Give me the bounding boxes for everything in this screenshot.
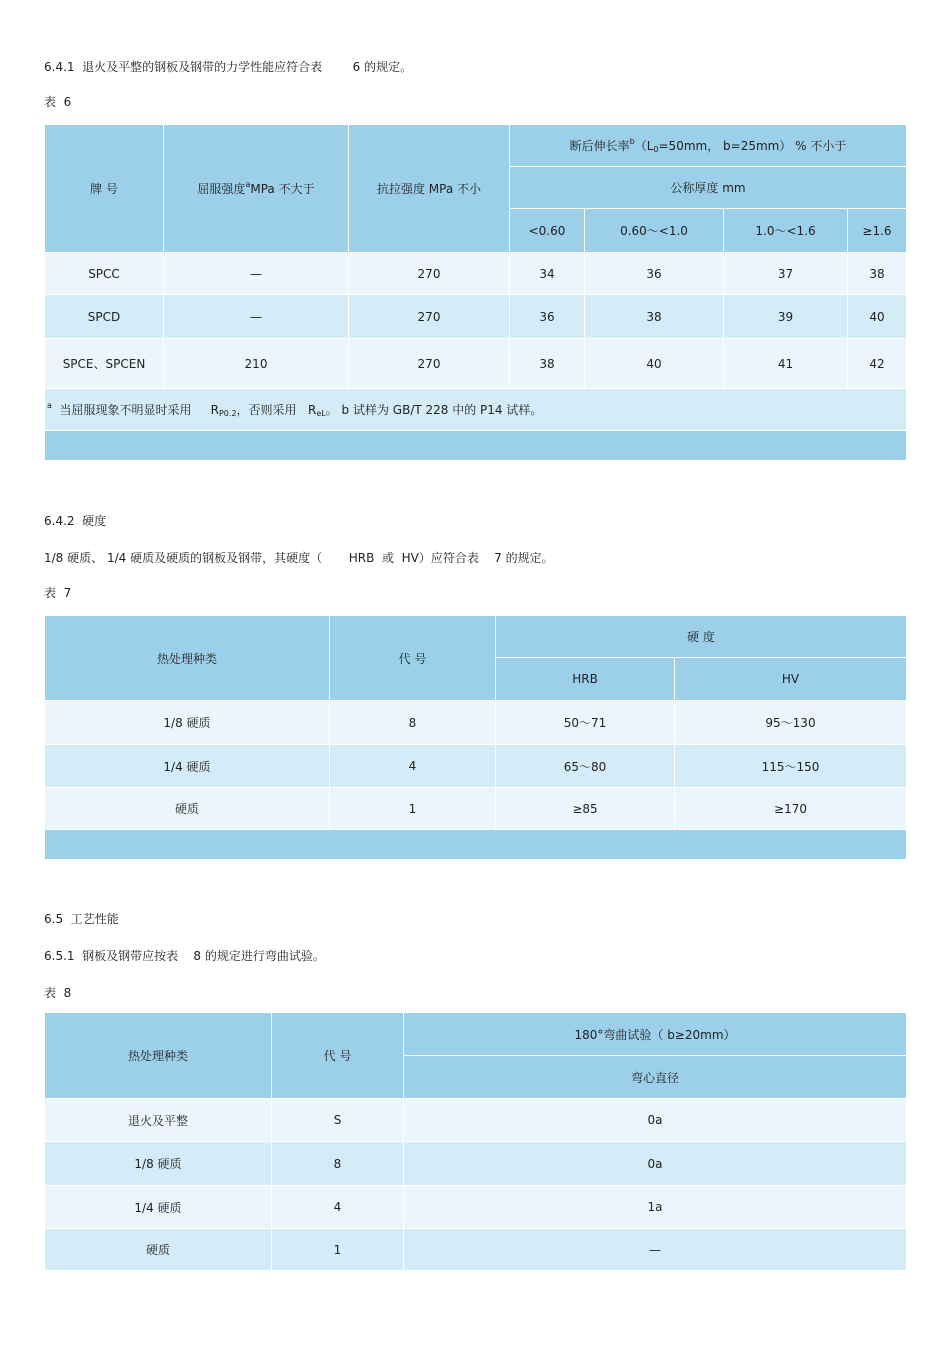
cell-value: 37 [724, 253, 848, 295]
cell-type: 硬质 [45, 1229, 272, 1271]
header-thickness-col: 1.0～<1.6 [724, 209, 848, 253]
header-code: 代 号 [330, 616, 496, 701]
cell-hv: 95～130 [675, 701, 907, 745]
header-bend-test: 180°弯曲试验（ b≥20mm） [404, 1013, 907, 1056]
header-heat-treatment: 热处理种类 [45, 616, 330, 701]
table-8 [44, 1012, 907, 1271]
table-row [45, 253, 907, 295]
cell-yield: — [164, 295, 349, 339]
section-6-4-2-text: 1/8 硬质、 1/4 硬质及硬质的钢板及钢带，其硬度（ HRB 或 HV）应符合表 7 的规定。 [44, 551, 554, 565]
cell-code: 1 [272, 1229, 404, 1271]
cell-tensile: 270 [349, 339, 510, 389]
section-6-4-1-text: 6.4.1 退火及平整的钢板及钢带的力学性能应符合表 6 的规定。 [44, 60, 413, 74]
cell-brand: SPCD [45, 295, 164, 339]
cell-diameter: 1a [404, 1186, 907, 1229]
cell-code: 4 [330, 745, 496, 788]
cell-brand: SPCE、SPCEN [45, 339, 164, 389]
table-row [45, 1229, 907, 1271]
header-heat-treatment: 热处理种类 [45, 1013, 272, 1099]
cell-type: 硬质 [45, 788, 330, 830]
header-nominal-thickness: 公称厚度 mm [510, 167, 907, 209]
table-7-footer-band [45, 830, 907, 860]
cell-type: 1/4 硬质 [45, 1186, 272, 1229]
cell-value: 40 [848, 295, 907, 339]
cell-hrb: 65～80 [496, 745, 675, 788]
table-7 [44, 615, 907, 860]
cell-tensile: 270 [349, 295, 510, 339]
cell-value: 40 [585, 339, 724, 389]
header-yield-strength: 屈服强度$^a$MPa 不大于 [164, 125, 349, 253]
header-mandrel-diameter: 弯心直径 [404, 1056, 907, 1099]
cell-diameter: — [404, 1229, 907, 1271]
cell-type: 1/4 硬质 [45, 745, 330, 788]
table-row [45, 1186, 907, 1229]
cell-value: 38 [585, 295, 724, 339]
table-row [45, 1099, 907, 1142]
header-hrb: HRB [496, 658, 675, 701]
table-6 [44, 124, 907, 461]
header-hardness: 硬 度 [496, 616, 907, 658]
cell-tensile: 270 [349, 253, 510, 295]
cell-code: S [272, 1099, 404, 1142]
cell-yield: 210 [164, 339, 349, 389]
header-hv: HV [675, 658, 907, 701]
table-row [45, 701, 907, 745]
cell-yield: — [164, 253, 349, 295]
cell-value: 36 [585, 253, 724, 295]
header-thickness-col: 0.60～<1.0 [585, 209, 724, 253]
cell-value: 41 [724, 339, 848, 389]
cell-type: 1/8 硬质 [45, 1142, 272, 1186]
cell-value: 42 [848, 339, 907, 389]
table-6-caption: 表 6 [44, 95, 72, 109]
cell-value: 38 [848, 253, 907, 295]
cell-hrb: ≥85 [496, 788, 675, 830]
cell-code: 4 [272, 1186, 404, 1229]
cell-value: 36 [510, 295, 585, 339]
cell-value: 38 [510, 339, 585, 389]
cell-brand: SPCC [45, 253, 164, 295]
section-6-5-heading: 6.5 工艺性能 [44, 912, 119, 926]
table-row [45, 339, 907, 389]
table-row [45, 745, 907, 788]
cell-diameter: 0a [404, 1099, 907, 1142]
cell-hv: 115～150 [675, 745, 907, 788]
table-7-caption: 表 7 [44, 586, 72, 600]
header-tensile-strength: 抗拉强度 MPa 不小 [349, 125, 510, 253]
cell-code: 1 [330, 788, 496, 830]
cell-code: 8 [272, 1142, 404, 1186]
cell-value: 39 [724, 295, 848, 339]
cell-hv: ≥170 [675, 788, 907, 830]
header-code: 代 号 [272, 1013, 404, 1099]
section-6-4-2-heading: 6.4.2 硬度 [44, 514, 107, 528]
table-row [45, 1142, 907, 1186]
cell-hrb: 50～71 [496, 701, 675, 745]
cell-type: 退火及平整 [45, 1099, 272, 1142]
table-8-caption: 表 8 [44, 986, 72, 1000]
cell-value: 34 [510, 253, 585, 295]
cell-type: 1/8 硬质 [45, 701, 330, 745]
header-thickness-col: <0.60 [510, 209, 585, 253]
table-6-footnote: $^a$ 当屈服现象不明显时采用 $R_{P0.2}$，否则采用 $R_{eL}$。 b 试样为 GB/T 228 中的 P14 试样。 [45, 389, 907, 431]
table-6-footer-band [45, 431, 907, 461]
cell-diameter: 0a [404, 1142, 907, 1186]
table-row [45, 295, 907, 339]
table-row [45, 788, 907, 830]
header-elongation: 断后伸长率$^b(L_0=50mm$， b=25mm） % 不小于 [510, 125, 907, 167]
header-brand: 牌 号 [45, 125, 164, 253]
section-6-5-1-text: 6.5.1 钢板及钢带应按表 8 的规定进行弯曲试验。 [44, 949, 325, 963]
cell-code: 8 [330, 701, 496, 745]
header-thickness-col: ≥1.6 [848, 209, 907, 253]
